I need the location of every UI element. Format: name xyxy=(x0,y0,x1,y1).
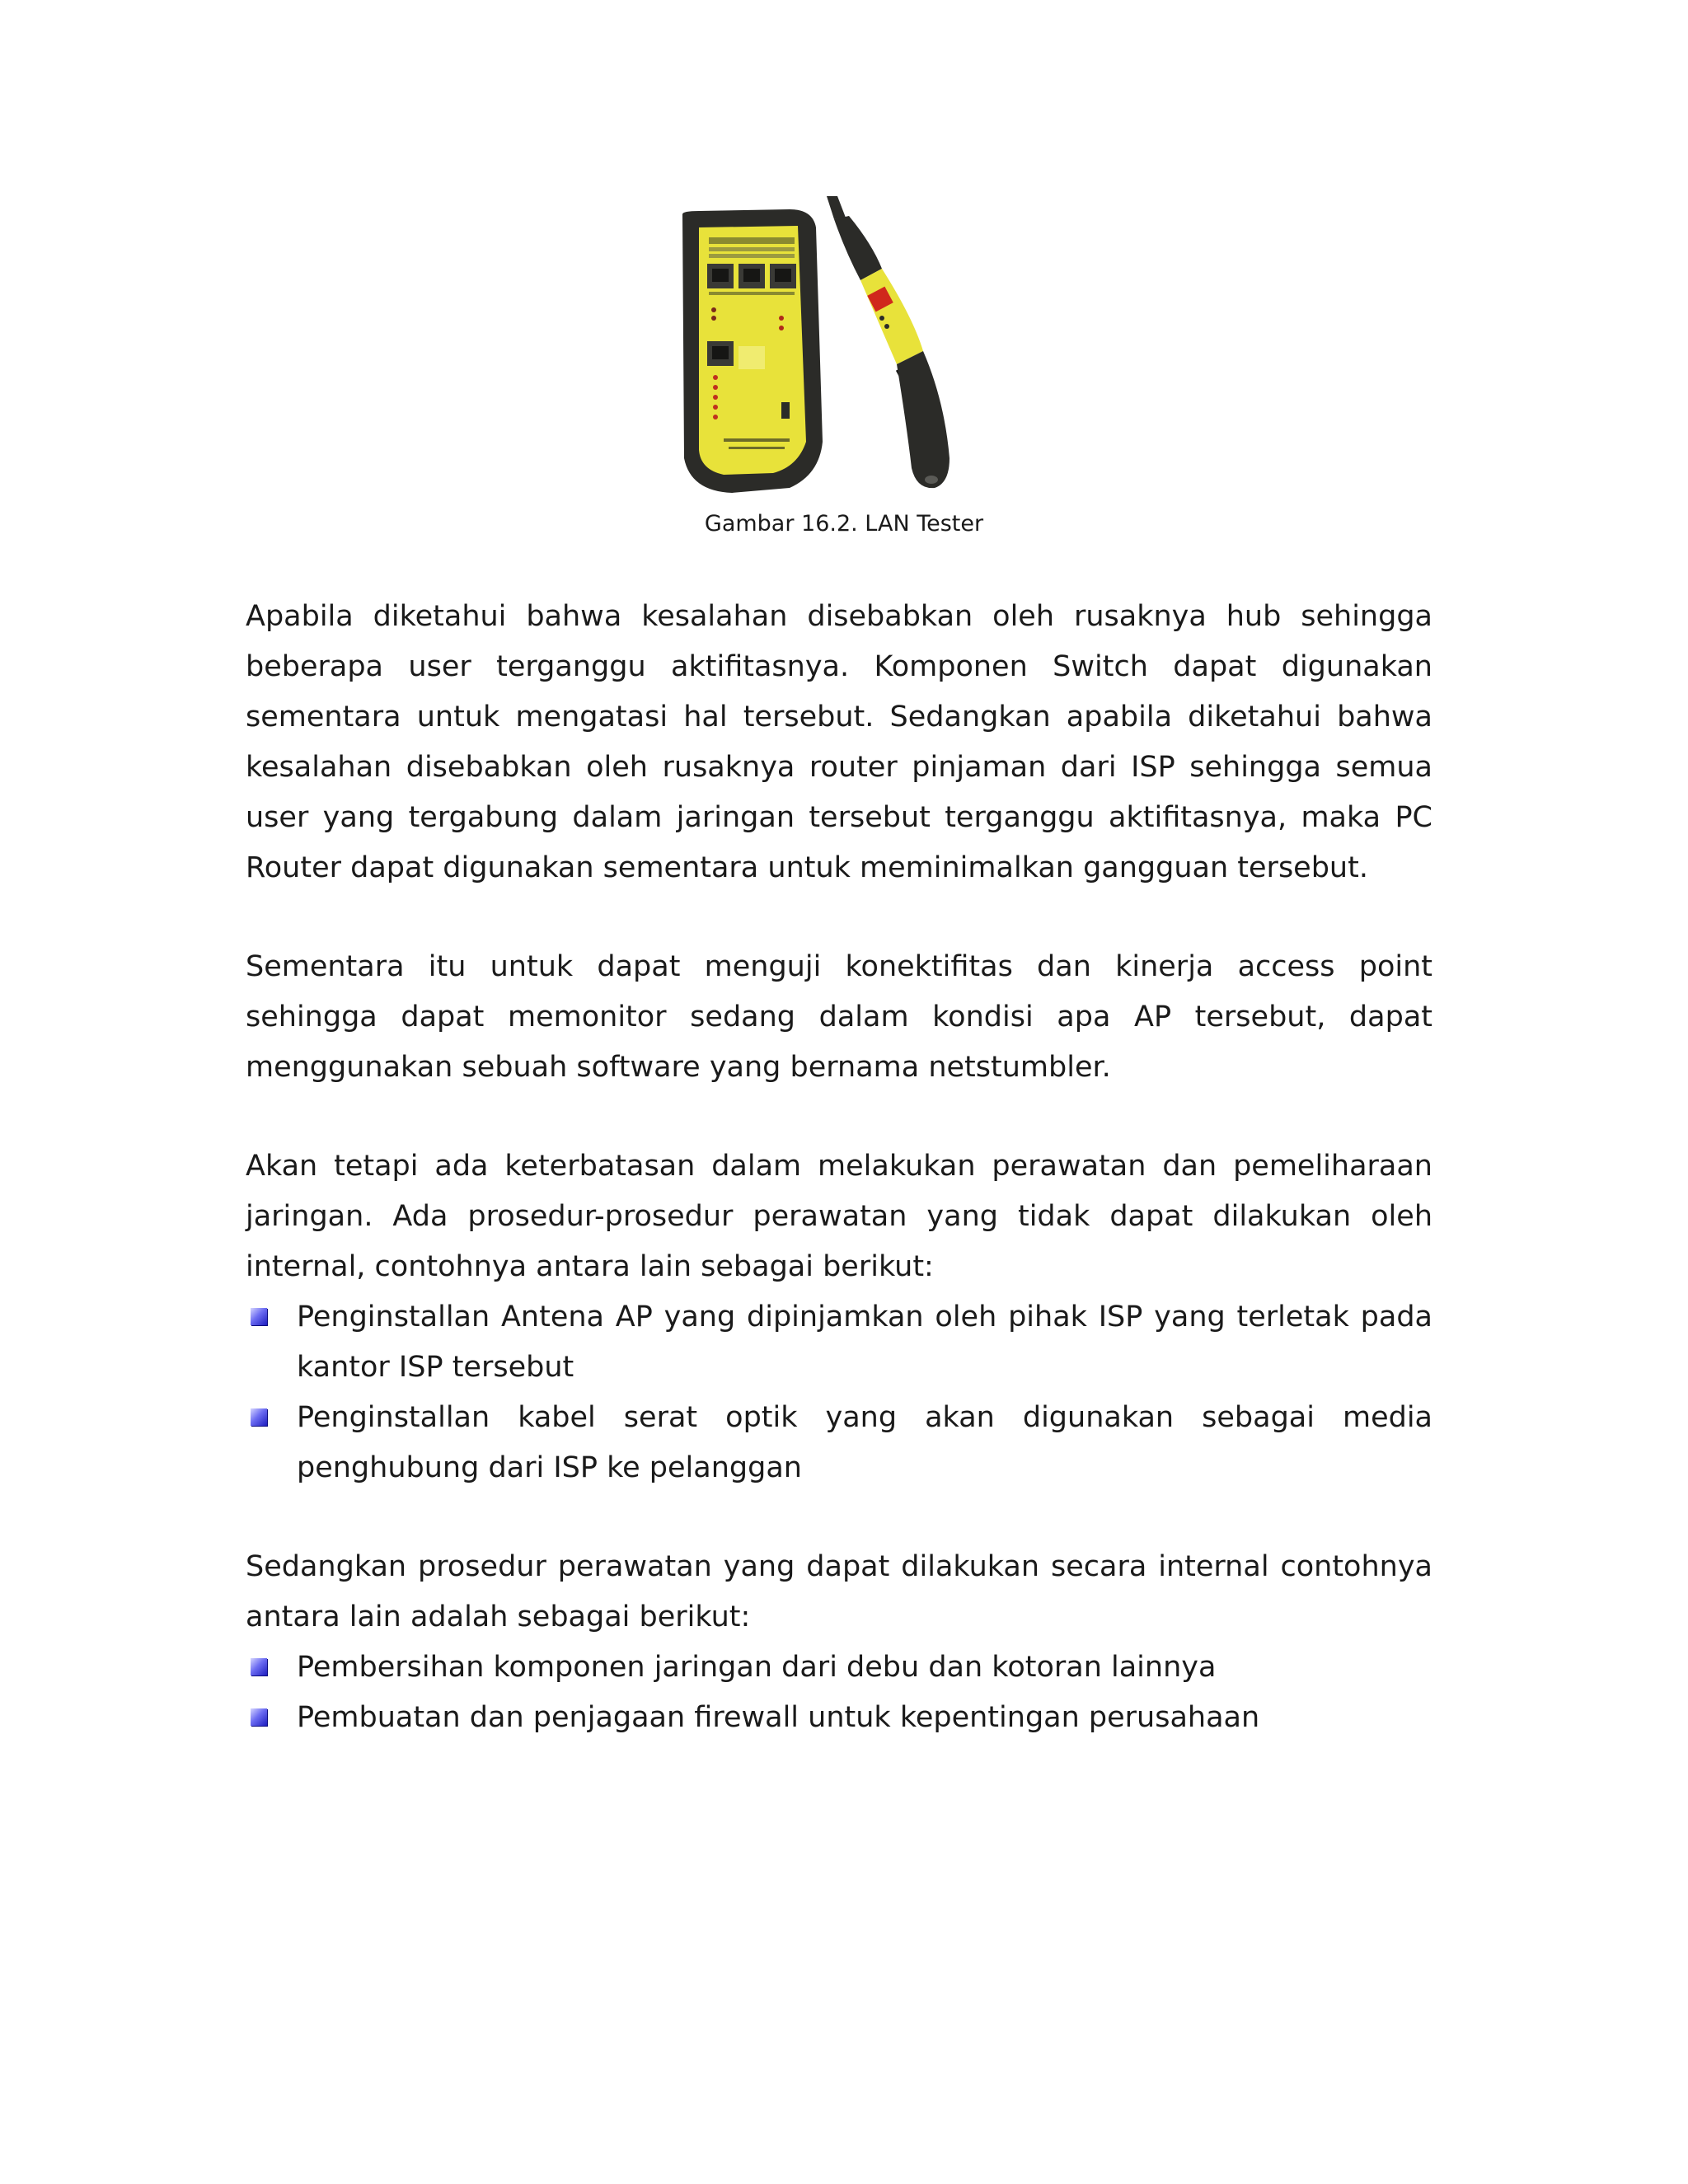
blue-square-bullet-icon xyxy=(251,1658,267,1675)
paragraph-spacer xyxy=(246,1493,1432,1542)
figure-caption: Gambar 16.2. LAN Tester xyxy=(704,511,984,537)
lan-tester-figure xyxy=(666,194,1020,501)
list-item xyxy=(246,1643,1432,1693)
tester-probe xyxy=(827,196,950,488)
paragraph-netstumbler: Sementara itu untuk dapat menguji konektifitas dan kinerja access point sehingga dapat memonitor sedang dalam kondisi apa AP tersebut, dapat menggunakan sebuah software yang bernama netstumbler. xyxy=(246,950,1432,1084)
list-item-text: Pembuatan dan penjagaan firewall untuk kepentingan perusahaan xyxy=(297,1701,1260,1734)
paragraph-hub-switch-router: Apabila diketahui bahwa kesalahan disebabkan oleh rusaknya hub sehingga beberapa user terganggu aktifitasnya. Komponen Switch dapat digunakan sementara untuk mengatasi hal tersebut. Sedangkan apabila diketahui bahwa kesalahan disebabkan oleh rusaknya router pinjaman dari ISP sehingga semua user yang tergabung dalam jaringan tersebut terganggu aktifitasnya, maka PC Router dapat digunakan sementara untuk meminimalkan gangguan tersebut. xyxy=(246,600,1432,884)
list-item-text: Pembersihan komponen jaringan dari debu dan kotoran lainnya xyxy=(297,1651,1217,1684)
lan-tester-illustration xyxy=(666,194,1020,501)
paragraph-spacer xyxy=(246,893,1432,942)
list-item-text: Penginstallan kabel serat optik yang akan digunakan sebagai media penghubung dari ISP ke pelanggan xyxy=(297,1401,1432,1484)
paragraph-spacer xyxy=(246,1093,1432,1141)
blue-square-bullet-icon xyxy=(251,1408,267,1426)
blue-square-bullet-icon xyxy=(251,1708,267,1726)
paragraph-limitations: Akan tetapi ada keterbatasan dalam melakukan perawatan dan pemeliharaan jaringan. Ada prosedur-prosedur perawatan yang tidak dapat dilakukan oleh internal, contohnya antara lain sebagai berikut: xyxy=(246,1150,1432,1283)
document-body xyxy=(246,592,1432,1743)
external-procedures-list xyxy=(246,1292,1432,1493)
list-item xyxy=(246,1292,1432,1393)
blue-square-bullet-icon xyxy=(251,1308,267,1325)
list-item-text: Penginstallan Antena AP yang dipinjamkan oleh pihak ISP yang terletak pada kantor ISP tersebut xyxy=(297,1301,1432,1384)
internal-procedures-list xyxy=(246,1643,1432,1743)
list-item xyxy=(246,1393,1432,1493)
tester-main-unit xyxy=(682,209,823,493)
paragraph-internal-procedures: Sedangkan prosedur perawatan yang dapat dilakukan secara internal contohnya antara lain adalah sebagai berikut: xyxy=(246,1550,1432,1633)
list-item xyxy=(246,1693,1432,1743)
